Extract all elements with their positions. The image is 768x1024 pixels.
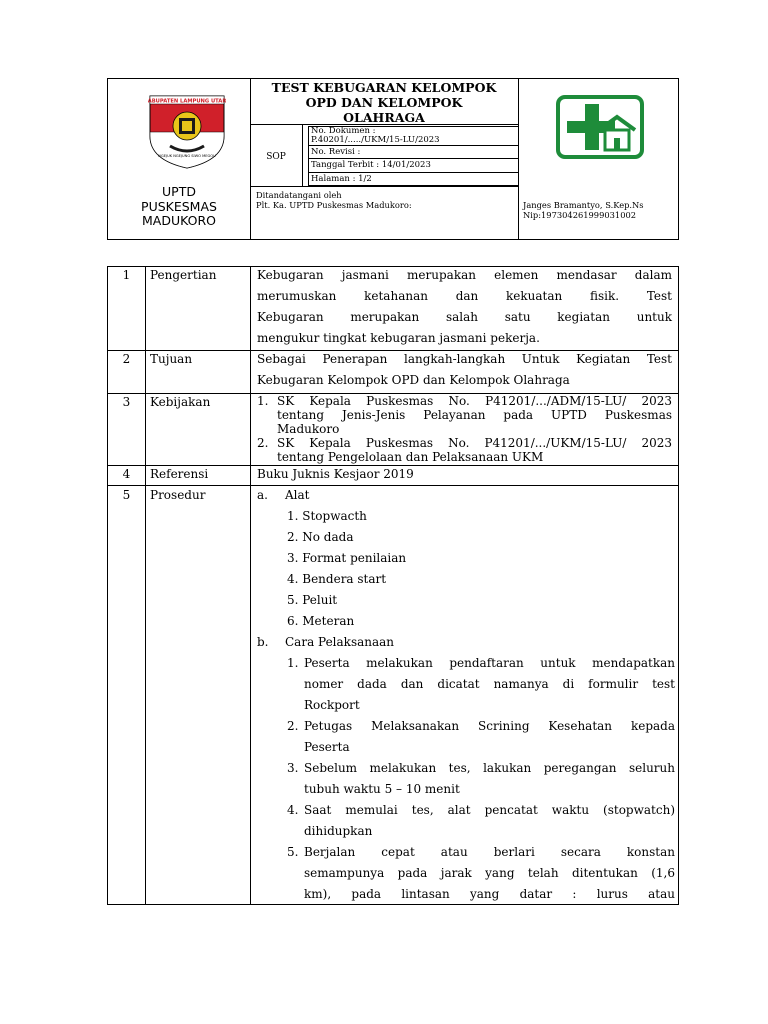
step-marker: 4. xyxy=(287,803,299,817)
text-line: SK Kepala Puskesmas No. P41201/.../UKM/15-LU/ 2023 xyxy=(277,436,672,450)
list-marker: 1. xyxy=(257,394,269,408)
title-line: OPD DAN KELOMPOK xyxy=(305,95,463,110)
steps-list xyxy=(257,653,675,905)
document-title xyxy=(250,80,518,125)
signer-name: Janges Bramantyo, S.Kep.Ns xyxy=(523,200,644,210)
puskesmas-logo-icon xyxy=(555,94,645,160)
list-item xyxy=(257,436,672,464)
equipment-list xyxy=(257,506,675,632)
row-number: 2 xyxy=(122,352,131,366)
section-marker: a. xyxy=(257,488,268,502)
text-line: Sebelum melakukan tes, lakukan peregangan seluruh xyxy=(304,761,675,775)
revision-number: No. Revisi : xyxy=(311,147,361,157)
step-marker: 2. xyxy=(287,719,299,733)
issue-date: Tanggal Terbit : 14/01/2023 xyxy=(311,160,431,170)
row-label-pengertian: Pengertian xyxy=(150,268,217,282)
title-line: OLAHRAGA xyxy=(343,110,425,125)
row-number: 1 xyxy=(122,268,131,282)
step-marker: 1. xyxy=(287,656,299,670)
text-line: tentang Pengelolaan dan Pelaksanaan UKM xyxy=(277,450,544,464)
text-line: Rockport xyxy=(304,698,360,712)
text-line: Sebagai Penerapan langkah-langkah Untuk Kegiatan Test xyxy=(257,352,672,366)
org-line: UPTD xyxy=(162,184,196,199)
list-item xyxy=(257,394,672,436)
step-item xyxy=(287,653,675,716)
step-marker: 5. xyxy=(287,845,299,859)
list-item: 3. Format penilaian xyxy=(287,551,407,565)
text-line: semampunya pada jarak yang telah ditentukan (1,6 xyxy=(304,866,675,880)
section-marker: b. xyxy=(257,635,269,649)
list-item: 6. Meteran xyxy=(287,614,355,628)
row-label-referensi: Referensi xyxy=(150,467,209,481)
text-line: merumuskan ketahanan dan kekuatan fisik. Test xyxy=(257,289,672,303)
text-line: Berjalan cepat atau berlari secara konstan xyxy=(304,845,675,859)
text-line: tubuh waktu 5 – 10 menit xyxy=(304,782,460,796)
section-title: Cara Pelaksanaan xyxy=(285,635,395,649)
org-line: PUSKESMAS xyxy=(141,198,217,214)
signed-by-label: Ditandatangani oleh xyxy=(256,190,342,200)
regency-seal-icon xyxy=(148,92,226,170)
seal-top-text: KABUPATEN LAMPUNG UTARA xyxy=(148,98,226,105)
list-item: 5. Peluit xyxy=(287,593,338,607)
prosedur-content xyxy=(257,485,675,905)
section-cara-pelaksanaan xyxy=(257,632,675,653)
section-title: Alat xyxy=(285,488,310,502)
text-line: Saat memulai tes, alat pencatat waktu (stopwatch) xyxy=(304,803,675,817)
row-number: 5 xyxy=(122,488,131,502)
text-line: Kebugaran merupakan salah satu kegiatan untuk xyxy=(257,310,672,324)
pengertian-content xyxy=(257,265,672,349)
doc-number-label: No. Dokumen : xyxy=(311,126,376,136)
list-marker: 2. xyxy=(257,436,269,450)
row-number: 4 xyxy=(122,467,131,481)
row-label-kebijakan: Kebijakan xyxy=(150,395,211,409)
step-item xyxy=(287,842,675,905)
signer-nip: Nip:197304261999031002 xyxy=(523,210,637,220)
row-label-prosedur: Prosedur xyxy=(150,488,206,502)
step-item xyxy=(287,800,675,842)
seal-bottom-text: NGEJUK NGEJUNG SIWO MEGOU xyxy=(158,154,216,158)
list-item: 1. Stopwacth xyxy=(287,509,367,523)
text-line: SK Kepala Puskesmas No. P41201/.../ADM/15-LU/ 2023 xyxy=(277,394,672,408)
text-line: Kebugaran Kelompok OPD dan Kelompok Olahraga xyxy=(257,373,570,387)
sop-label: SOP xyxy=(266,152,286,162)
text-line: km), pada lintasan yang datar : lurus atau xyxy=(304,887,675,901)
text-line: tentang Jenis-Jenis Pelayanan pada UPTD Puskesmas xyxy=(277,408,672,422)
doc-number-value: P.40201/...../UKM/15-LU/2023 xyxy=(311,135,440,145)
text-line: dihidupkan xyxy=(304,824,373,838)
text-line: Peserta melakukan pendaftaran untuk mendapatkan xyxy=(304,656,675,670)
kebijakan-content xyxy=(257,394,672,464)
text-line: Madukoro xyxy=(277,422,340,436)
signer-role: Plt. Ka. UPTD Puskesmas Madukoro: xyxy=(256,200,412,210)
step-marker: 3. xyxy=(287,761,299,775)
section-alat xyxy=(257,485,675,506)
tujuan-content xyxy=(257,349,672,391)
list-item: 2. No dada xyxy=(287,530,354,544)
list-item: 4. Bendera start xyxy=(287,572,387,586)
referensi-content: Buku Juknis Kesjaor 2019 xyxy=(257,467,414,481)
text-line: Kebugaran jasmani merupakan elemen mendasar dalam xyxy=(257,268,672,282)
page-number: Halaman : 1/2 xyxy=(311,174,372,184)
row-label-tujuan: Tujuan xyxy=(150,352,193,366)
step-item xyxy=(287,716,675,758)
text-line: Peserta xyxy=(304,740,350,754)
text-line: nomer dada dan dicatat namanya di formulir test xyxy=(304,677,675,691)
organization-name xyxy=(108,185,250,229)
title-line: TEST KEBUGARAN KELOMPOK xyxy=(271,80,497,95)
org-line: MADUKORO xyxy=(142,213,216,228)
row-number: 3 xyxy=(122,395,131,409)
text-line: mengukur tingkat kebugaran jasmani pekerja. xyxy=(257,331,540,345)
text-line: Petugas Melaksanakan Scrining Kesehatan kepada xyxy=(304,719,675,733)
step-item xyxy=(287,758,675,800)
